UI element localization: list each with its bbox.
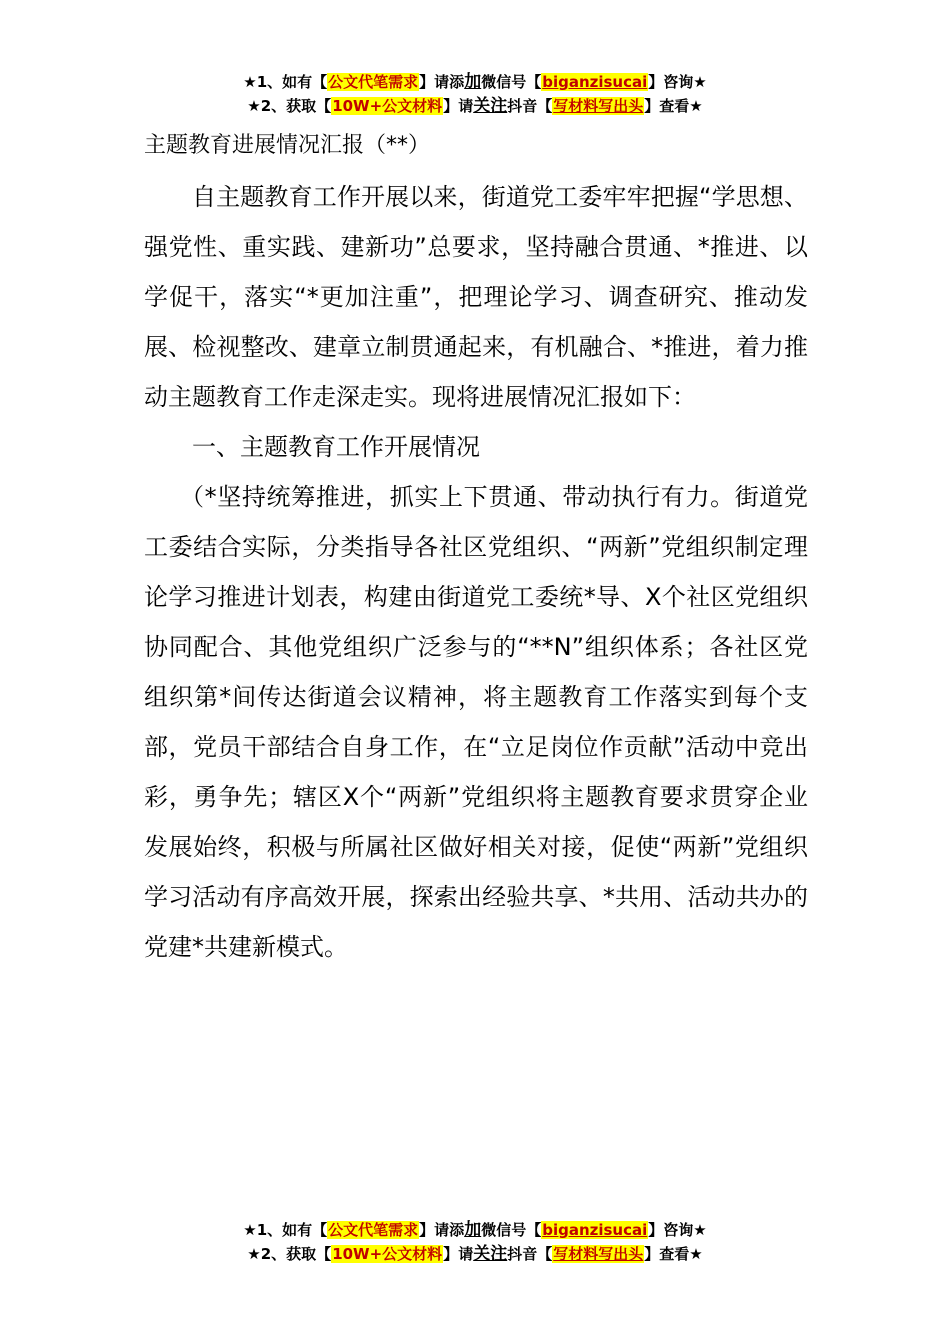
banner-text: 微信号【 [481, 73, 542, 91]
banner-text: 】咨询 [648, 1221, 694, 1239]
banner-text: 1、如有【 [256, 73, 328, 91]
banner-emphasis: 加 [464, 1220, 482, 1240]
banner-text: 微信号【 [481, 1221, 542, 1239]
document-body [144, 128, 808, 972]
douyin-account: 写材料写出头 [553, 97, 644, 115]
banner-text: 2、获取【 [260, 97, 332, 115]
banner-text: 抖音【 [507, 97, 553, 115]
header-banner [0, 70, 950, 118]
footer-banner [0, 1218, 950, 1266]
banner-text: 1、如有【 [256, 1221, 328, 1239]
star-icon: ★ [689, 1245, 703, 1263]
banner-text: 】请添 [419, 1221, 465, 1239]
banner-text: 】咨询 [648, 73, 694, 91]
wechat-id: biganzisucai [542, 1221, 648, 1239]
banner-line-2 [0, 1242, 950, 1266]
banner-text: 】请 [443, 1245, 474, 1263]
banner-line-1 [0, 1218, 950, 1242]
banner-emphasis: 关注 [473, 96, 508, 116]
banner-emphasis: 关注 [473, 1244, 508, 1264]
banner-text: 】请 [443, 97, 474, 115]
banner-line-1 [0, 70, 950, 94]
banner-text: 】查看 [644, 97, 690, 115]
star-icon: ★ [247, 97, 261, 115]
banner-text: 】查看 [644, 1245, 690, 1263]
star-icon: ★ [243, 73, 257, 91]
banner-line-2 [0, 94, 950, 118]
intro-paragraph: 自主题教育工作开展以来，街道党工委牢牢把握“学思想、强党性、重实践、建新功”总要求，坚持融合贯通、*推进、以学促干，落实“*更加注重”，把理论学习、调查研究、推动发展、检视整改、建章立制贯通起来，有机融合、*推进，着力推动主题教育工作走深走实。现将进展情况汇报如下： [144, 183, 808, 411]
banner-text: 抖音【 [507, 1245, 553, 1263]
highlight-service: 公文代笔需求 [328, 73, 419, 91]
section-heading: 一、主题教育工作开展情况 [192, 433, 480, 461]
star-icon: ★ [247, 1245, 261, 1263]
banner-text: 2、获取【 [260, 1245, 332, 1263]
highlight-materials: 10W+公文材料 [332, 1245, 443, 1263]
highlight-materials: 10W+公文材料 [332, 97, 443, 115]
document-title: 主题教育进展情况汇报（**） [144, 133, 431, 158]
star-icon: ★ [243, 1221, 257, 1239]
star-icon: ★ [693, 1221, 707, 1239]
star-icon: ★ [689, 97, 703, 115]
section-paragraph: （*坚持统筹推进，抓实上下贯通、带动执行有力。街道党工委结合实际，分类指导各社区党组织、“两新”党组织制定理论学习推进计划表，构建由街道党工委统*导、X个社区党组织协同配合、其他党组织广泛参与的“**N”组织体系；各社区党组织第*间传达街道会议精神，将主题教育工作落实到每个支部，党员干部结合自身工作，在“立足岗位作贡献”活动中竞出彩，勇争先；辖区X个“两新”党组织将主题教育要求贯穿企业发展始终，积极与所属社区做好相关对接，促使“两新”党组织学习活动有序高效开展，探索出经验共享、*共用、活动共办的党建*共建新模式。 [144, 483, 808, 961]
banner-emphasis: 加 [464, 72, 482, 92]
highlight-service: 公文代笔需求 [328, 1221, 419, 1239]
wechat-id: biganzisucai [542, 73, 648, 91]
banner-text: 】请添 [419, 73, 465, 91]
douyin-account: 写材料写出头 [553, 1245, 644, 1263]
star-icon: ★ [693, 73, 707, 91]
